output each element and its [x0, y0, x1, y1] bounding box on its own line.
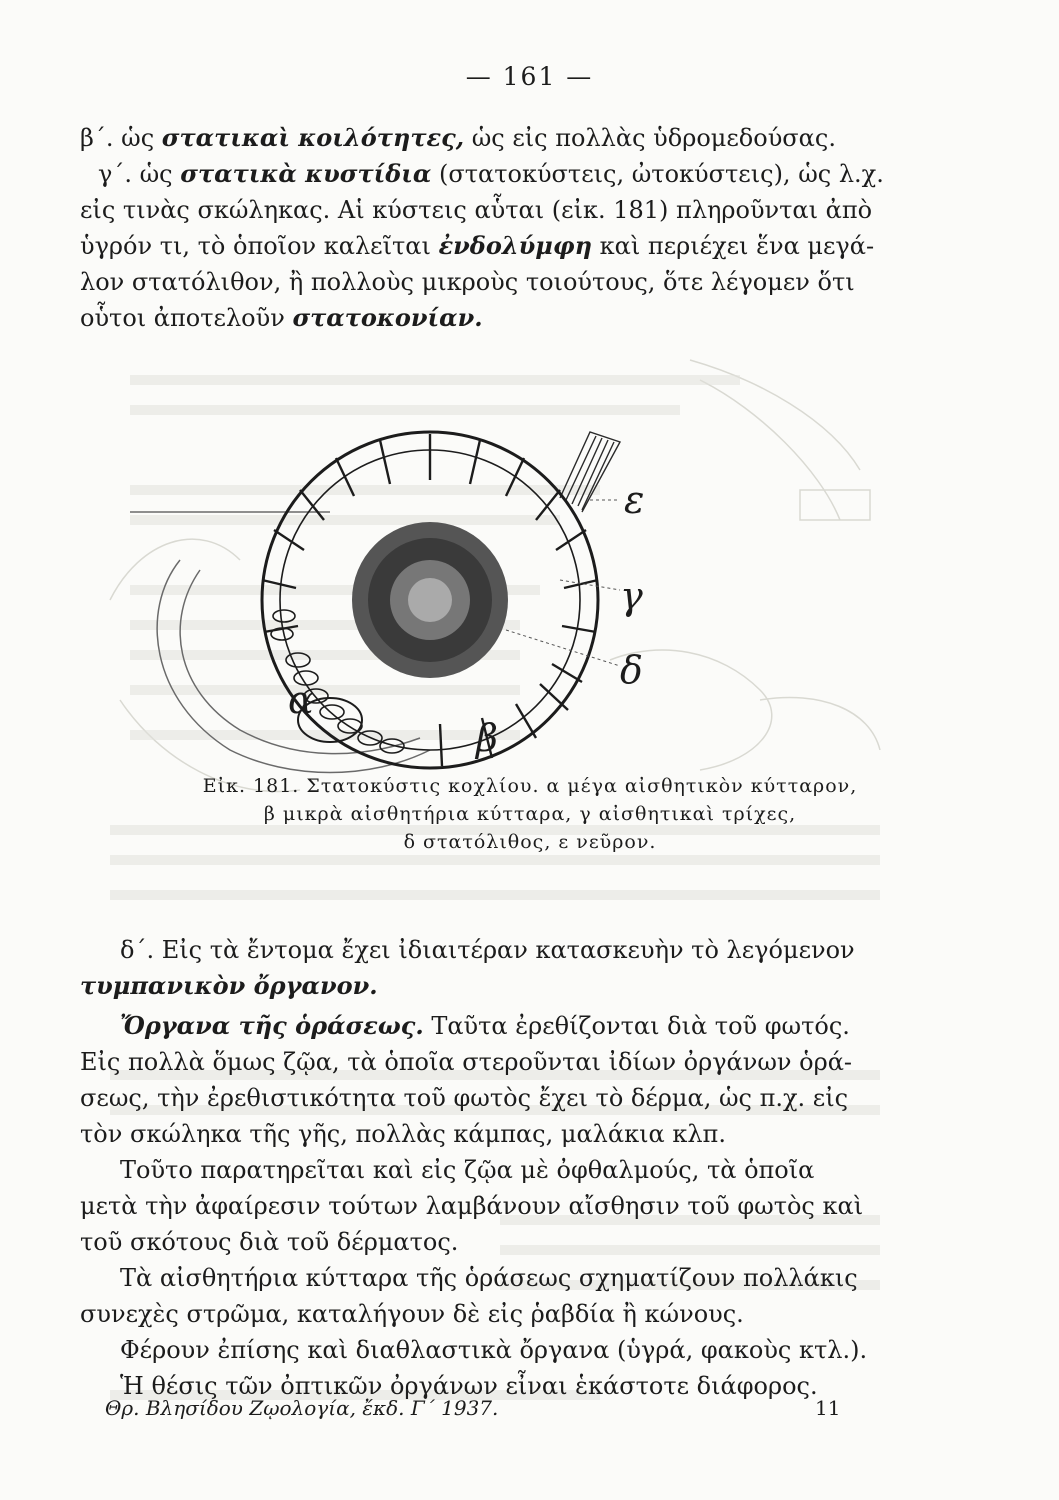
gamma-prefix: γ΄. ὡς [98, 160, 173, 188]
delta-line-2 [80, 968, 870, 1004]
beta-prefix: β΄. ὡς [80, 124, 155, 152]
vision-para4-line-2: Ἡ θέσις τῶν ὀπτικῶν ὀργάνων εἶναι ἑκάστοτε διάφορος. [120, 1372, 818, 1400]
tympanic-paragraph [80, 932, 870, 1004]
label-leader-lines [506, 500, 620, 666]
line-beta [80, 120, 850, 156]
figure-label-delta: δ [620, 648, 643, 692]
figure-label-gamma: γ [620, 574, 643, 618]
gamma-rest: (στατοκύστεις, ὠτοκύστεις), ὡς λ.χ. [438, 160, 884, 188]
term-static-cavities: στατικαὶ κοιλότητες, [161, 123, 465, 152]
line6-prefix: οὗτοι ἀποτελοῦν [80, 304, 285, 332]
statocyst-paragraph [80, 120, 884, 336]
line4-prefix: ὑγρόν τι, τὸ ὁποῖον καλεῖται [80, 232, 431, 260]
statocyst-drawing [120, 420, 680, 780]
line-6 [80, 300, 850, 336]
vision-para3-line-2: συνεχὲς στρῶμα, καταλήγουν δὲ εἰς ῥαβδία ἢ κώνους. [80, 1300, 744, 1328]
vision-line-4: τὸν σκώληκα τῆς γῆς, πολλὰς κάμπας, μαλάκια κλπ. [80, 1120, 726, 1148]
footer-citation: Θρ. Βλησίδου Ζῳολογία, ἔκδ. Γ΄ 1937. [105, 1396, 499, 1420]
statolith-center [408, 578, 452, 622]
line4-rest: καὶ περιέχει ἕνα μεγά- [599, 232, 875, 260]
vision-para2-line-2: μετὰ τὴν ἀφαίρεσιν τούτων λαμβάνουν αἴσθησιν τοῦ φωτὸς καὶ [80, 1192, 864, 1220]
footer-signature-number: 11 [815, 1396, 841, 1420]
vision-line-3: σεως, τὴν ἐρεθιστικότητα τοῦ φωτὸς ἔχει τὸ δέρμα, ὡς π.χ. εἰς [80, 1084, 849, 1112]
heading-organs-of-vision: Ὄργανα τῆς ὁράσεως. [120, 1011, 424, 1040]
line-3: εἰς τινὰς σκώληκας. Αἱ κύστεις αὗται (εἰκ. 181) πληροῦνται ἀπὸ [80, 196, 873, 224]
term-endolymph: ἐνδολύμφη [438, 231, 593, 260]
vision-para2-line-1: Τοῦτο παρατηρεῖται καὶ εἰς ζῷα μὲ ὀφθαλμούς, τὰ ὁποῖα [120, 1156, 815, 1184]
figure-label-beta: β [476, 716, 498, 760]
caption-line-1: Εἰκ. 181. Στατοκύστις κοχλίου. α μέγα αἰσθητικὸν κύτταρον, [202, 775, 858, 797]
delta-line-1: δ΄. Εἰς τὰ ἔντομα ἔχει ἰδιαιτέραν κατασκευὴν τὸ λεγόμενον [120, 936, 855, 964]
vision-para4-line-1: Φέρουν ἐπίσης καὶ διαθλαστικὰ ὄργανα (ὑγρά, φακοὺς κτλ.). [120, 1336, 868, 1364]
figure-label-alpha: α [288, 678, 314, 722]
term-static-vesicles: στατικὰ κυστίδια [180, 159, 432, 188]
line-4 [80, 228, 875, 264]
line-5: λον στατόλιθον, ἢ πολλοὺς μικροὺς τοιούτους, ὅτε λέγομεν ὅτι [80, 268, 855, 296]
page-number: — 161 — [465, 62, 594, 91]
vision-para3-line-1: Τὰ αἰσθητήρια κύτταρα τῆς ὁράσεως σχηματίζουν πολλάκις [120, 1264, 858, 1292]
figure-caption [120, 772, 940, 856]
vision-line-2: Εἰς πολλὰ ὅμως ζῷα, τὰ ὁποῖα στεροῦνται ἰδίων ὀργάνων ὁρά- [80, 1048, 853, 1076]
caption-line-3: δ στατόλιθος, ε νεῦρον. [403, 831, 657, 853]
caption-line-2: β μικρὰ αἰσθητήρια κύτταρα, γ αἰσθητικαὶ τρίχες, [263, 803, 797, 825]
term-statoconia: στατοκονίαν. [292, 303, 483, 332]
vision-line-1 [80, 1008, 870, 1044]
vision-paragraph [80, 1008, 870, 1404]
figure-statocyst [120, 420, 680, 780]
vision-para2-line-3: τοῦ σκότους διὰ τοῦ δέρματος. [80, 1228, 459, 1256]
beta-rest: ὡς εἰς πολλὰς ὑδρομεδούσας. [471, 124, 836, 152]
vision-line1-rest: Ταῦτα ἐρεθίζονται διὰ τοῦ φωτός. [431, 1012, 850, 1040]
line-gamma [80, 156, 884, 192]
term-tympanic-organ: τυμπανικὸν ὄργανον. [80, 971, 378, 1000]
figure-label-epsilon: ε [624, 478, 645, 522]
